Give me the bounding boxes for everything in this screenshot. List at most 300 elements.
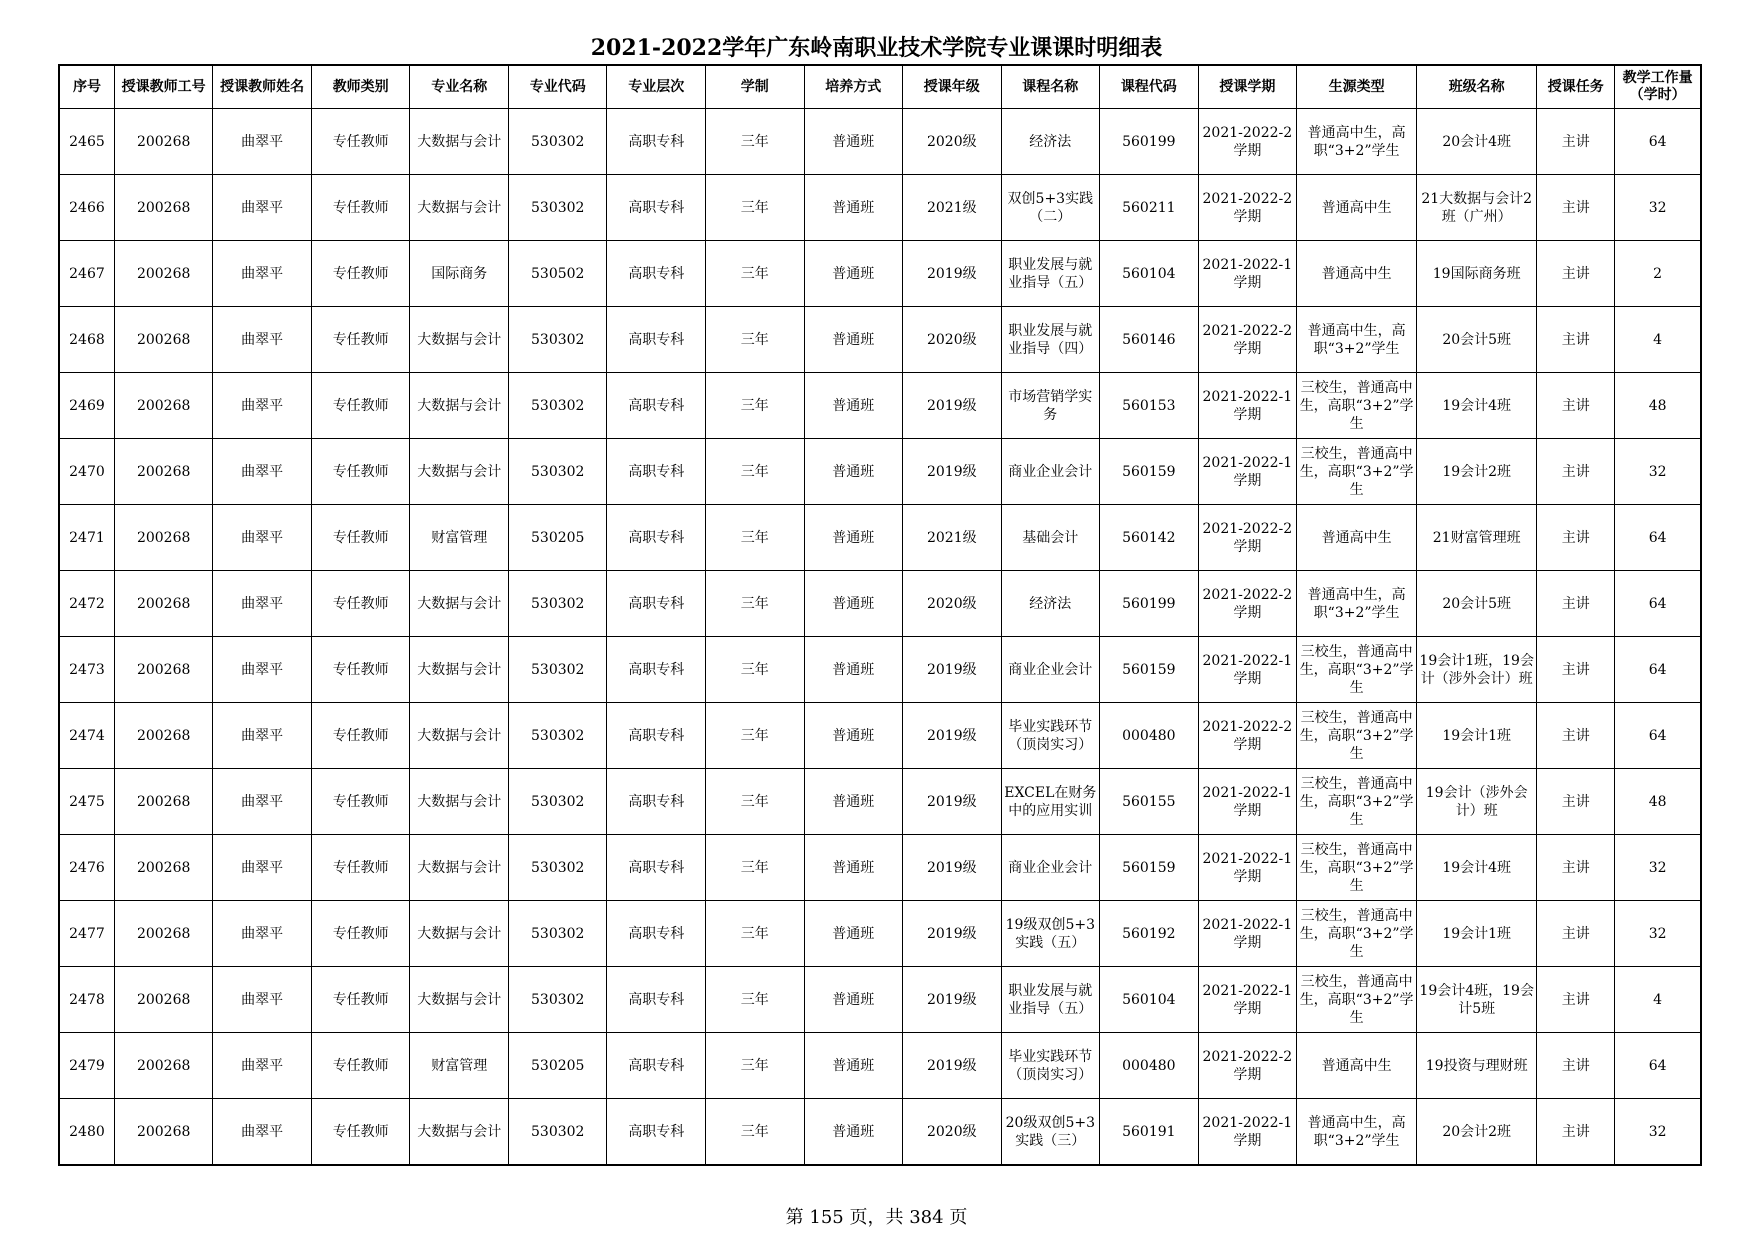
table-cell: 三年 — [706, 901, 805, 967]
table-cell: 普通班 — [804, 769, 903, 835]
table-cell: 200268 — [114, 571, 213, 637]
table-cell: 财富管理 — [410, 505, 509, 571]
table-cell: 基础会计 — [1001, 505, 1100, 571]
table-cell: 560159 — [1100, 637, 1199, 703]
table-cell: 曲翠平 — [213, 571, 312, 637]
table-cell: 20会计4班 — [1417, 109, 1537, 175]
table-cell: 专任教师 — [311, 109, 410, 175]
table-cell: 560159 — [1100, 835, 1199, 901]
table-cell: 20会计5班 — [1417, 571, 1537, 637]
table-cell: 560146 — [1100, 307, 1199, 373]
table-cell: 普通高中生，高职“3+2”学生 — [1297, 307, 1417, 373]
table-cell: 高职专科 — [607, 901, 706, 967]
table-cell: 曲翠平 — [213, 373, 312, 439]
table-cell: 普通班 — [804, 901, 903, 967]
table-cell: 大数据与会计 — [410, 175, 509, 241]
table-cell: 560104 — [1100, 241, 1199, 307]
table-cell: 专任教师 — [311, 1033, 410, 1099]
table-cell: 普通班 — [804, 109, 903, 175]
table-cell: 大数据与会计 — [410, 835, 509, 901]
table-cell: 200268 — [114, 967, 213, 1033]
table-cell: 普通高中生 — [1297, 505, 1417, 571]
table-cell: 20会计2班 — [1417, 1099, 1537, 1166]
table-cell: 200268 — [114, 505, 213, 571]
table-cell: 560191 — [1100, 1099, 1199, 1166]
page-footer — [0, 1207, 1753, 1229]
table-cell: 2468 — [59, 307, 114, 373]
table-cell: 三年 — [706, 307, 805, 373]
table-row — [59, 835, 1701, 901]
table-cell: 普通班 — [804, 505, 903, 571]
table-cell: 三校生，普通高中生，高职“3+2”学生 — [1297, 439, 1417, 505]
table-cell: 高职专科 — [607, 109, 706, 175]
table-cell: 主讲 — [1537, 175, 1615, 241]
table-row — [59, 373, 1701, 439]
table-cell: 2478 — [59, 967, 114, 1033]
table-cell: 530502 — [508, 241, 607, 307]
table-cell: 曲翠平 — [213, 967, 312, 1033]
table-cell: 4 — [1615, 307, 1701, 373]
column-header: 专业名称 — [410, 65, 509, 109]
table-cell: 2021级 — [903, 175, 1002, 241]
table-cell: 大数据与会计 — [410, 109, 509, 175]
table-cell: 2475 — [59, 769, 114, 835]
table-cell: 20会计5班 — [1417, 307, 1537, 373]
course-hours-table — [58, 64, 1702, 1166]
table-cell: 530302 — [508, 307, 607, 373]
table-cell: 20级双创5+3实践（三） — [1001, 1099, 1100, 1166]
table-cell: 19国际商务班 — [1417, 241, 1537, 307]
table-cell: 高职专科 — [607, 571, 706, 637]
table-cell: 普通高中生 — [1297, 241, 1417, 307]
table-cell: 2021-2022-2学期 — [1198, 703, 1297, 769]
table-cell: 19会计4班 — [1417, 373, 1537, 439]
table-cell: 2021级 — [903, 505, 1002, 571]
column-header: 授课教师工号 — [114, 65, 213, 109]
table-cell: 2021-2022-2学期 — [1198, 307, 1297, 373]
column-header: 授课年级 — [903, 65, 1002, 109]
table-cell: 主讲 — [1537, 967, 1615, 1033]
table-cell: 19会计1班，19会计（涉外会计）班 — [1417, 637, 1537, 703]
table-cell: 2473 — [59, 637, 114, 703]
table-cell: 三年 — [706, 967, 805, 1033]
table-cell: 经济法 — [1001, 571, 1100, 637]
footer-total-pages: 384 — [909, 1207, 944, 1228]
table-cell: 200268 — [114, 1033, 213, 1099]
table-cell: 560142 — [1100, 505, 1199, 571]
table-cell: 200268 — [114, 703, 213, 769]
table-cell: 专任教师 — [311, 175, 410, 241]
table-cell: 2021-2022-2学期 — [1198, 505, 1297, 571]
table-cell: 国际商务 — [410, 241, 509, 307]
table-row — [59, 769, 1701, 835]
table-cell: 200268 — [114, 175, 213, 241]
table-cell: 三年 — [706, 1099, 805, 1166]
table-cell: 普通班 — [804, 175, 903, 241]
table-cell: 19会计1班 — [1417, 703, 1537, 769]
table-cell: 专任教师 — [311, 439, 410, 505]
table-cell: 64 — [1615, 703, 1701, 769]
table-cell: 2 — [1615, 241, 1701, 307]
table-cell: 64 — [1615, 1033, 1701, 1099]
table-cell: 三校生，普通高中生，高职“3+2”学生 — [1297, 967, 1417, 1033]
table-cell: 32 — [1615, 835, 1701, 901]
table-cell: 2019级 — [903, 835, 1002, 901]
table-cell: 普通班 — [804, 241, 903, 307]
table-cell: 专任教师 — [311, 769, 410, 835]
table-cell: 高职专科 — [607, 373, 706, 439]
table-cell: 三年 — [706, 505, 805, 571]
table-cell: 200268 — [114, 637, 213, 703]
table-row — [59, 307, 1701, 373]
table-cell: 32 — [1615, 901, 1701, 967]
table-cell: 专任教师 — [311, 307, 410, 373]
table-cell: 普通班 — [804, 835, 903, 901]
table-cell: 大数据与会计 — [410, 307, 509, 373]
table-cell: 530302 — [508, 901, 607, 967]
table-cell: 19级双创5+3实践（五） — [1001, 901, 1100, 967]
table-cell: 三年 — [706, 109, 805, 175]
table-cell: 21大数据与会计2班（广州） — [1417, 175, 1537, 241]
table-cell: 高职专科 — [607, 1033, 706, 1099]
table-cell: 560159 — [1100, 439, 1199, 505]
table-cell: 2020级 — [903, 109, 1002, 175]
table-cell: 三年 — [706, 703, 805, 769]
table-cell: 专任教师 — [311, 901, 410, 967]
column-header: 班级名称 — [1417, 65, 1537, 109]
table-cell: 19会计4班 — [1417, 835, 1537, 901]
table-cell: 商业企业会计 — [1001, 835, 1100, 901]
table-cell: EXCEL在财务中的应用实训 — [1001, 769, 1100, 835]
table-cell: 主讲 — [1537, 373, 1615, 439]
table-cell: 64 — [1615, 505, 1701, 571]
table-cell: 主讲 — [1537, 109, 1615, 175]
table-cell: 高职专科 — [607, 505, 706, 571]
table-cell: 高职专科 — [607, 439, 706, 505]
table-cell: 普通高中生，高职“3+2”学生 — [1297, 109, 1417, 175]
table-cell: 曲翠平 — [213, 505, 312, 571]
column-header: 序号 — [59, 65, 114, 109]
table-cell: 2474 — [59, 703, 114, 769]
table-cell: 2020级 — [903, 571, 1002, 637]
table-cell: 商业企业会计 — [1001, 439, 1100, 505]
table-cell: 曲翠平 — [213, 307, 312, 373]
table-cell: 2019级 — [903, 241, 1002, 307]
column-header: 教师类别 — [311, 65, 410, 109]
table-cell: 大数据与会计 — [410, 901, 509, 967]
table-cell: 19投资与理财班 — [1417, 1033, 1537, 1099]
table-cell: 高职专科 — [607, 703, 706, 769]
table-cell: 200268 — [114, 373, 213, 439]
table-cell: 530205 — [508, 505, 607, 571]
table-cell: 普通班 — [804, 1033, 903, 1099]
table-cell: 2019级 — [903, 703, 1002, 769]
table-cell: 4 — [1615, 967, 1701, 1033]
table-cell: 530302 — [508, 769, 607, 835]
table-cell: 530302 — [508, 571, 607, 637]
table-cell: 2019级 — [903, 769, 1002, 835]
table-cell: 2019级 — [903, 901, 1002, 967]
table-cell: 普通班 — [804, 703, 903, 769]
table-cell: 主讲 — [1537, 1033, 1615, 1099]
table-cell: 2021-2022-1学期 — [1198, 241, 1297, 307]
table-cell: 2472 — [59, 571, 114, 637]
table-cell: 560192 — [1100, 901, 1199, 967]
footer-prefix: 第 — [785, 1207, 804, 1228]
table-cell: 商业企业会计 — [1001, 637, 1100, 703]
table-cell: 曲翠平 — [213, 637, 312, 703]
column-header: 课程代码 — [1100, 65, 1199, 109]
table-cell: 200268 — [114, 307, 213, 373]
table-cell: 专任教师 — [311, 637, 410, 703]
table-cell: 19会计2班 — [1417, 439, 1537, 505]
column-header: 授课学期 — [1198, 65, 1297, 109]
table-cell: 2019级 — [903, 1033, 1002, 1099]
table-cell: 大数据与会计 — [410, 769, 509, 835]
table-cell: 530302 — [508, 1099, 607, 1166]
table-row — [59, 109, 1701, 175]
table-cell: 三校生，普通高中生，高职“3+2”学生 — [1297, 901, 1417, 967]
table-cell: 大数据与会计 — [410, 637, 509, 703]
table-cell: 530302 — [508, 703, 607, 769]
table-cell: 2019级 — [903, 967, 1002, 1033]
table-cell: 普通班 — [804, 439, 903, 505]
table-cell: 普通班 — [804, 373, 903, 439]
table-cell: 普通班 — [804, 967, 903, 1033]
table-row — [59, 571, 1701, 637]
table-cell: 曲翠平 — [213, 1033, 312, 1099]
table-cell: 专任教师 — [311, 835, 410, 901]
table-cell: 64 — [1615, 571, 1701, 637]
table-cell: 200268 — [114, 439, 213, 505]
table-cell: 2465 — [59, 109, 114, 175]
table-cell: 大数据与会计 — [410, 967, 509, 1033]
table-cell: 三校生，普通高中生，高职“3+2”学生 — [1297, 703, 1417, 769]
table-cell: 560199 — [1100, 571, 1199, 637]
table-cell: 530302 — [508, 373, 607, 439]
table-cell: 2466 — [59, 175, 114, 241]
table-cell: 财富管理 — [410, 1033, 509, 1099]
table-row — [59, 439, 1701, 505]
table-row — [59, 241, 1701, 307]
table-cell: 2477 — [59, 901, 114, 967]
table-cell: 2020级 — [903, 1099, 1002, 1166]
table-cell: 三校生，普通高中生，高职“3+2”学生 — [1297, 769, 1417, 835]
table-cell: 2021-2022-2学期 — [1198, 175, 1297, 241]
table-cell: 主讲 — [1537, 439, 1615, 505]
table-cell: 三年 — [706, 637, 805, 703]
table-cell: 三年 — [706, 769, 805, 835]
table-cell: 主讲 — [1537, 901, 1615, 967]
table-cell: 19会计4班，19会计5班 — [1417, 967, 1537, 1033]
table-cell: 大数据与会计 — [410, 1099, 509, 1166]
table-cell: 560199 — [1100, 109, 1199, 175]
table-cell: 普通高中生 — [1297, 175, 1417, 241]
table-cell: 专任教师 — [311, 373, 410, 439]
table-row — [59, 175, 1701, 241]
table-cell: 000480 — [1100, 1033, 1199, 1099]
column-header: 授课教师姓名 — [213, 65, 312, 109]
table-cell: 200268 — [114, 769, 213, 835]
table-cell: 2019级 — [903, 373, 1002, 439]
table-cell: 曲翠平 — [213, 835, 312, 901]
table-cell: 48 — [1615, 373, 1701, 439]
table-cell: 200268 — [114, 901, 213, 967]
table-cell: 2476 — [59, 835, 114, 901]
table-cell: 三年 — [706, 373, 805, 439]
table-cell: 560211 — [1100, 175, 1199, 241]
table-cell: 主讲 — [1537, 835, 1615, 901]
footer-suffix: 页 — [949, 1207, 968, 1228]
table-cell: 主讲 — [1537, 571, 1615, 637]
table-cell: 经济法 — [1001, 109, 1100, 175]
table-cell: 双创5+3实践（二） — [1001, 175, 1100, 241]
table-cell: 2467 — [59, 241, 114, 307]
table-cell: 560104 — [1100, 967, 1199, 1033]
table-cell: 2020级 — [903, 307, 1002, 373]
table-row — [59, 967, 1701, 1033]
table-cell: 48 — [1615, 769, 1701, 835]
table-cell: 530205 — [508, 1033, 607, 1099]
table-cell: 2480 — [59, 1099, 114, 1166]
table-row — [59, 901, 1701, 967]
table-cell: 曲翠平 — [213, 439, 312, 505]
table-cell: 普通班 — [804, 571, 903, 637]
table-cell: 2021-2022-1学期 — [1198, 373, 1297, 439]
table-cell: 21财富管理班 — [1417, 505, 1537, 571]
table-cell: 530302 — [508, 439, 607, 505]
column-header: 学制 — [706, 65, 805, 109]
table-cell: 大数据与会计 — [410, 703, 509, 769]
table-cell: 530302 — [508, 109, 607, 175]
table-cell: 曲翠平 — [213, 175, 312, 241]
table-cell: 普通高中生，高职“3+2”学生 — [1297, 571, 1417, 637]
table-cell: 2470 — [59, 439, 114, 505]
table-row — [59, 637, 1701, 703]
table-cell: 普通班 — [804, 1099, 903, 1166]
table-cell: 普通班 — [804, 637, 903, 703]
table-cell: 560153 — [1100, 373, 1199, 439]
table-cell: 三年 — [706, 241, 805, 307]
table-cell: 普通高中生，高职“3+2”学生 — [1297, 1099, 1417, 1166]
table-cell: 大数据与会计 — [410, 373, 509, 439]
table-cell: 专任教师 — [311, 571, 410, 637]
table-cell: 曲翠平 — [213, 109, 312, 175]
table-cell: 市场营销学实务 — [1001, 373, 1100, 439]
table-cell: 19会计1班 — [1417, 901, 1537, 967]
table-cell: 三年 — [706, 439, 805, 505]
column-header: 培养方式 — [804, 65, 903, 109]
table-cell: 高职专科 — [607, 835, 706, 901]
table-cell: 专任教师 — [311, 241, 410, 307]
column-header: 专业层次 — [607, 65, 706, 109]
table-cell: 曲翠平 — [213, 901, 312, 967]
column-header: 教学工作量（学时） — [1615, 65, 1701, 109]
table-cell: 三校生，普通高中生，高职“3+2”学生 — [1297, 373, 1417, 439]
table-row — [59, 505, 1701, 571]
table-cell: 530302 — [508, 835, 607, 901]
table-cell: 曲翠平 — [213, 1099, 312, 1166]
table-cell: 高职专科 — [607, 1099, 706, 1166]
table-cell: 主讲 — [1537, 1099, 1615, 1166]
table-cell: 2021-2022-1学期 — [1198, 835, 1297, 901]
table-cell: 2469 — [59, 373, 114, 439]
table-cell: 530302 — [508, 637, 607, 703]
table-cell: 64 — [1615, 637, 1701, 703]
table-cell: 高职专科 — [607, 769, 706, 835]
table-cell: 三校生，普通高中生，高职“3+2”学生 — [1297, 637, 1417, 703]
table-header-row — [59, 65, 1701, 109]
table-cell: 毕业实践环节（顶岗实习） — [1001, 703, 1100, 769]
table-cell: 2019级 — [903, 637, 1002, 703]
table-cell: 19会计（涉外会计）班 — [1417, 769, 1537, 835]
table-cell: 普通班 — [804, 307, 903, 373]
table-cell: 主讲 — [1537, 505, 1615, 571]
column-header: 专业代码 — [508, 65, 607, 109]
table-cell: 2021-2022-1学期 — [1198, 901, 1297, 967]
table-cell: 32 — [1615, 439, 1701, 505]
table-cell: 三校生，普通高中生，高职“3+2”学生 — [1297, 835, 1417, 901]
table-row — [59, 1099, 1701, 1166]
table-cell: 2019级 — [903, 439, 1002, 505]
table-cell: 高职专科 — [607, 307, 706, 373]
table-cell: 2021-2022-1学期 — [1198, 439, 1297, 505]
table-cell: 高职专科 — [607, 637, 706, 703]
table-cell: 32 — [1615, 1099, 1701, 1166]
table-cell: 三年 — [706, 835, 805, 901]
table-cell: 主讲 — [1537, 307, 1615, 373]
table-cell: 530302 — [508, 967, 607, 1033]
table-cell: 2471 — [59, 505, 114, 571]
table-cell: 高职专科 — [607, 241, 706, 307]
table-cell: 2021-2022-2学期 — [1198, 109, 1297, 175]
table-row — [59, 703, 1701, 769]
table-cell: 大数据与会计 — [410, 571, 509, 637]
table-cell: 毕业实践环节（顶岗实习） — [1001, 1033, 1100, 1099]
table-cell: 专任教师 — [311, 703, 410, 769]
table-cell: 职业发展与就业指导（五） — [1001, 241, 1100, 307]
table-cell: 普通高中生 — [1297, 1033, 1417, 1099]
table-cell: 专任教师 — [311, 967, 410, 1033]
column-header: 授课任务 — [1537, 65, 1615, 109]
table-cell: 主讲 — [1537, 241, 1615, 307]
table-cell: 曲翠平 — [213, 241, 312, 307]
page-title: 2021-2022学年广东岭南职业技术学院专业课课时明细表 — [590, 35, 1163, 61]
table-cell: 曲翠平 — [213, 769, 312, 835]
column-header: 课程名称 — [1001, 65, 1100, 109]
table-cell: 主讲 — [1537, 703, 1615, 769]
table-cell: 高职专科 — [607, 175, 706, 241]
table-cell: 530302 — [508, 175, 607, 241]
table-cell: 2021-2022-1学期 — [1198, 637, 1297, 703]
table-cell: 32 — [1615, 175, 1701, 241]
table-cell: 2021-2022-2学期 — [1198, 1033, 1297, 1099]
table-cell: 职业发展与就业指导（四） — [1001, 307, 1100, 373]
table-cell: 主讲 — [1537, 637, 1615, 703]
table-cell: 2021-2022-1学期 — [1198, 1099, 1297, 1166]
table-cell: 000480 — [1100, 703, 1199, 769]
table-cell: 曲翠平 — [213, 703, 312, 769]
table-cell: 200268 — [114, 835, 213, 901]
table-cell: 2021-2022-1学期 — [1198, 967, 1297, 1033]
footer-middle: 页，共 — [849, 1207, 904, 1228]
table-cell: 2021-2022-1学期 — [1198, 769, 1297, 835]
table-cell: 200268 — [114, 1099, 213, 1166]
table-cell: 560155 — [1100, 769, 1199, 835]
table-cell: 三年 — [706, 1033, 805, 1099]
table-cell: 200268 — [114, 109, 213, 175]
table-cell: 三年 — [706, 175, 805, 241]
